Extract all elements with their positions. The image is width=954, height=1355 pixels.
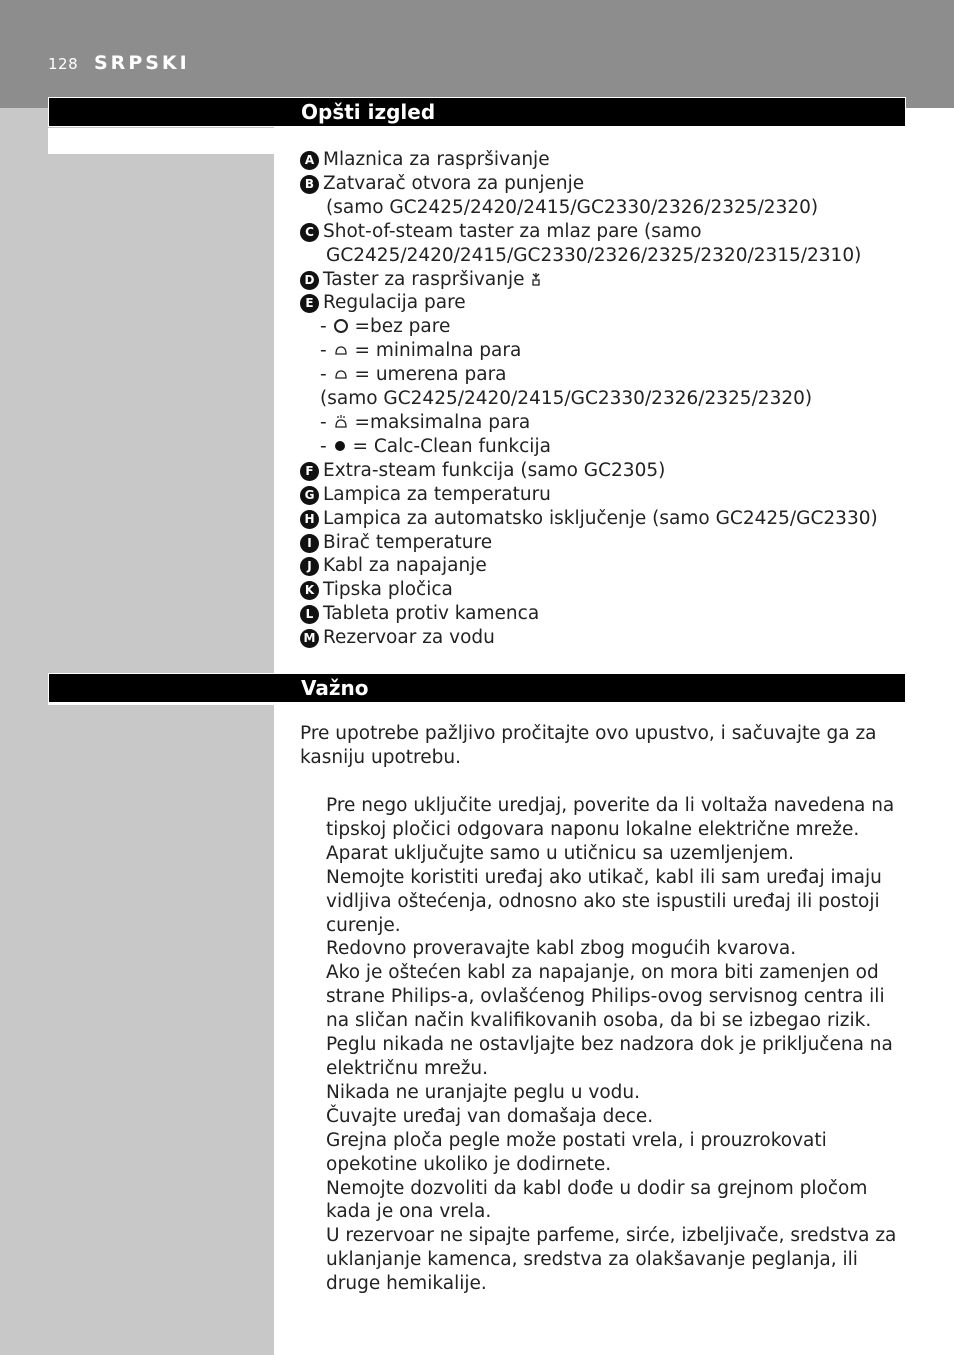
letter-m-icon: M: [300, 629, 319, 648]
list-item: D Taster za raspršivanje: [300, 268, 878, 292]
list-item: (samo GC2425/2420/2415/GC2330/2326/2325/2320): [326, 196, 819, 218]
page-number: 128: [48, 55, 79, 73]
list-item: - =maksimalna para: [320, 411, 531, 433]
list-item: K Tipska pločica: [300, 578, 878, 602]
letter-c-icon: C: [300, 223, 319, 242]
list-item: Pre nego uključite uredjaj, poverite da li voltaža navedena na tipskoj pločici odgovara naponu lokalne električne mreže.: [326, 795, 895, 840]
safety-list: [326, 794, 906, 1296]
spray-icon: [530, 271, 542, 287]
section-title: Opšti izgled: [301, 100, 436, 124]
section-header-important: [48, 673, 906, 703]
section-gap: [48, 128, 274, 154]
list-item: C Shot-of-steam taster za mlaz pare (samo: [300, 220, 878, 244]
list-item: J Kabl za napajanje: [300, 554, 878, 578]
letter-b-icon: B: [300, 175, 319, 194]
list-item: M Rezervoar za vodu: [300, 626, 878, 650]
section-gap: [48, 703, 274, 705]
letter-a-icon: A: [300, 151, 319, 170]
list-item: Čuvajte uređaj van domašaja dece.: [326, 1105, 654, 1127]
min-steam-icon: [333, 343, 349, 357]
letter-j-icon: J: [300, 557, 319, 576]
no-steam-icon: [333, 318, 349, 334]
letter-h-icon: H: [300, 510, 319, 529]
list-item: Ako je oštećen kabl za napajanje, on mora biti zamenjen od strane Philips-a, ovlašćenog Philips-ovog servisnog centra ili na sličan način kvalifikovanih osoba, da bi se izbegao rizik.: [326, 962, 885, 1032]
list-item: Grejna ploča pegle može postati vrela, i prouzrokovati opekotine ukoliko je dodirnete.: [326, 1129, 827, 1175]
letter-i-icon: I: [300, 534, 319, 553]
list-item: Aparat uključujte samo u utičnicu sa uzemljenjem.: [326, 842, 795, 864]
letter-l-icon: L: [300, 605, 319, 624]
list-item: U rezervoar ne sipajte parfeme, sirće, izbeljivače, sredstva za uklanjanje kamenca, sredstva za olakšavanje peglanja, ili druge hemikalije.: [326, 1225, 897, 1295]
list-item: Nikada ne uranjajte peglu u vodu.: [326, 1081, 641, 1103]
list-item: Nemojte koristiti uređaj ako utikač, kabl ili sam uređaj imaju vidljiva oštećenja, odnosno ako ste ispustili uređaj ili postoji curenje.: [326, 866, 882, 936]
list-item: H Lampica za automatsko isključenje (samo GC2425/GC2330): [300, 507, 878, 531]
list-item: - = umerena para: [320, 364, 507, 386]
letter-f-icon: F: [300, 462, 319, 481]
list-item: Peglu nikada ne ostavljajte bez nadzora dok je priključena na električnu mrežu.: [326, 1034, 893, 1079]
section-header-general: [48, 97, 906, 127]
parts-list: [300, 148, 878, 650]
list-item: B Zatvarač otvora za punjenje: [300, 172, 878, 196]
section-title: Važno: [301, 676, 369, 700]
list-item: (samo GC2425/2420/2415/GC2330/2326/2325/2320): [320, 388, 813, 410]
list-item: - = Calc-Clean funkcija: [320, 435, 551, 457]
list-item: - =bez pare: [320, 316, 451, 338]
list-item: A Mlaznica za raspršivanje: [300, 148, 878, 172]
list-item: - = minimalna para: [320, 340, 522, 362]
letter-k-icon: K: [300, 581, 319, 600]
letter-d-icon: D: [300, 271, 319, 290]
intro-paragraph: Pre upotrebe pažljivo pročitajte ovo upustvo, i sačuvajte ga za kasniju upotrebu.: [300, 723, 877, 768]
list-item: E Regulacija pare: [300, 291, 878, 315]
list-item: Redovno proveravajte kabl zbog mogućih kvarova.: [326, 938, 797, 960]
list-item: Nemojte dozvoliti da kabl dođe u dodir sa grejnom pločom kada je ona vrela.: [326, 1177, 868, 1223]
header-band: [0, 0, 954, 108]
list-item: GC2425/2420/2415/GC2330/2326/2325/2320/2315/2310): [326, 244, 862, 266]
list-item: L Tableta protiv kamenca: [300, 602, 878, 626]
list-item: G Lampica za temperaturu: [300, 483, 878, 507]
medium-steam-icon: [333, 367, 349, 381]
calc-clean-icon: [333, 439, 347, 453]
max-steam-icon: [333, 414, 349, 430]
list-item: F Extra-steam funkcija (samo GC2305): [300, 459, 878, 483]
letter-g-icon: G: [300, 486, 319, 505]
left-margin-column: [0, 108, 274, 1355]
language-label: SRPSKI: [94, 52, 190, 74]
list-item: I Birač temperature: [300, 531, 878, 555]
letter-e-icon: E: [300, 294, 319, 313]
